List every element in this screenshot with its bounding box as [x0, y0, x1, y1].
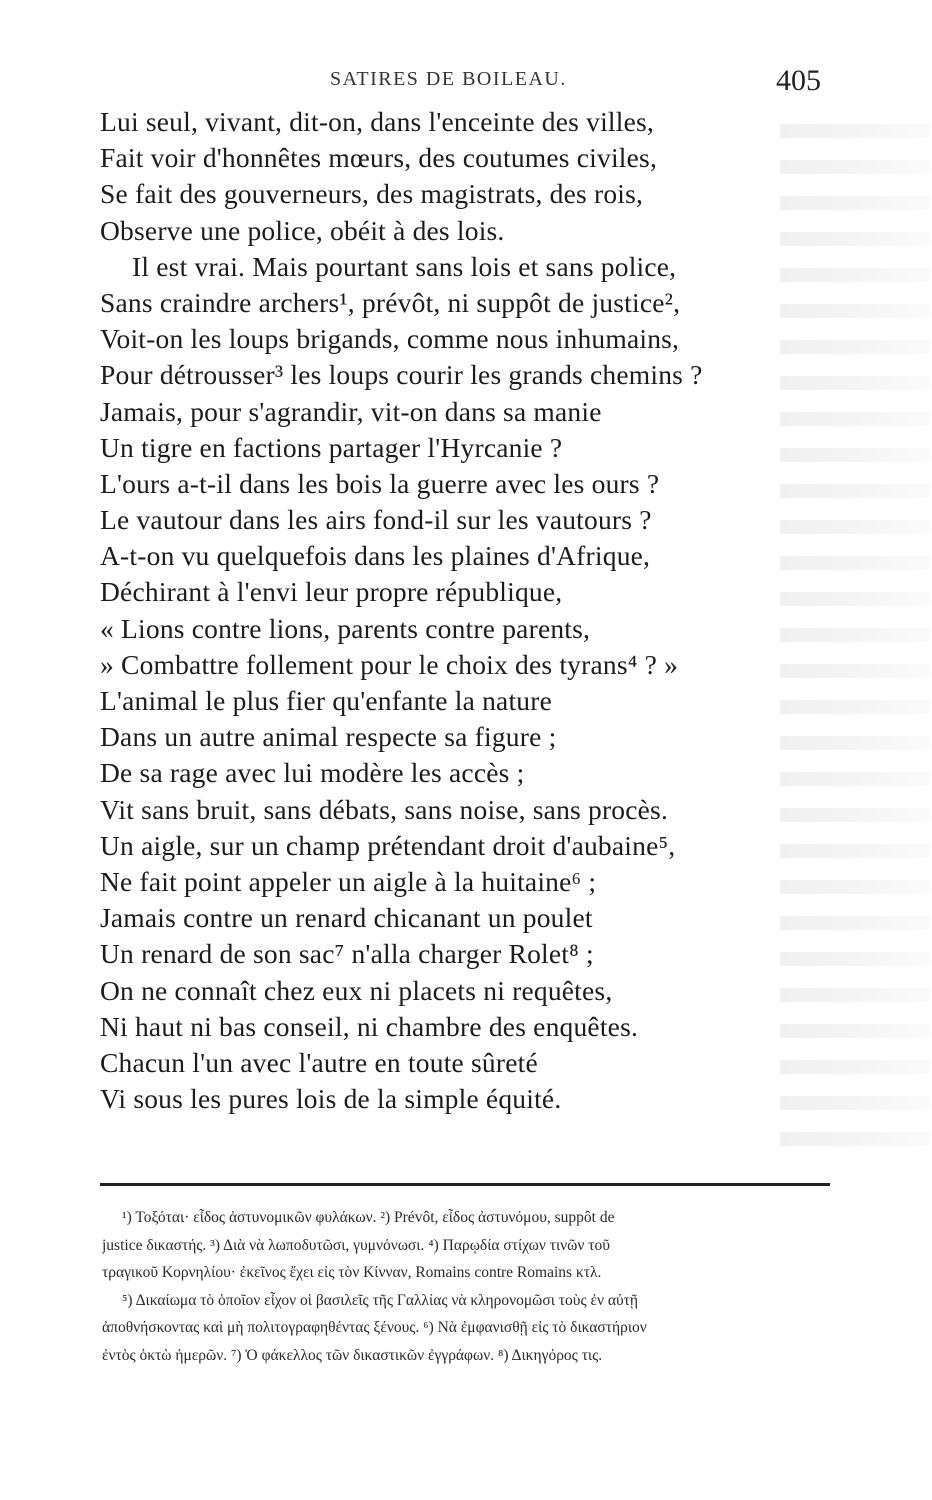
verse-line: Le vautour dans les airs fond-il sur les vautours ?: [100, 504, 652, 536]
verse-line: » Combattre follement pour le choix des tyrans⁴ ? »: [100, 648, 679, 680]
page-header: [0, 64, 932, 98]
verse-line: L'animal le plus fier qu'enfante la nature: [100, 685, 553, 716]
verse-line: Dans un autre animal respecte sa figure ;: [100, 721, 557, 753]
verse-line: Ni haut ni bas conseil, ni chambre des enquêtes.: [100, 1010, 639, 1042]
verse-line: Déchirant à l'envi leur propre république,: [100, 576, 563, 608]
verse-line: Vit sans bruit, sans débats, sans noise, sans procès.: [100, 793, 669, 825]
footnote-line: ἀποθνήσκοντας καὶ μὴ πολιτογραφηθέντας ξένους. ⁶) Νὰ ἐμφανισθῇ εἰς τὸ δικαστήριον: [102, 1319, 647, 1336]
footnote-divider: [100, 1183, 830, 1186]
poem-text: [100, 104, 800, 1117]
verse-line: Chacun l'un avec l'autre en toute sûreté: [100, 1046, 538, 1078]
footnotes: [102, 1204, 828, 1369]
verse-line: A-t-on vu quelquefois dans les plaines d'Afrique,: [100, 540, 651, 572]
verse-line: Un aigle, sur un champ prétendant droit d'aubaine⁵,: [100, 829, 676, 861]
verse-line: On ne connaît chez eux ni placets ni requêtes,: [100, 974, 613, 1006]
verse-line: L'ours a-t-il dans les bois la guerre avec les ours ?: [100, 467, 660, 499]
verse-line: Voit-on les loups brigands, comme nous inhumains,: [100, 323, 680, 355]
verse-line: Fait voir d'honnêtes mœurs, des coutumes civiles,: [100, 142, 658, 174]
page-number: 405: [776, 64, 821, 97]
footnote-line: ἐντὸς ὀκτὼ ἡμερῶν. ⁷) Ὁ φάκελλος τῶν δικαστικῶν ἐγγράφων. ⁸) Δικηγόρος τις.: [102, 1346, 603, 1364]
verse-line: Se fait des gouverneurs, des magistrats, des rois,: [100, 178, 644, 210]
verse-line: De sa rage avec lui modère les accès ;: [100, 757, 525, 789]
footnote-line: ¹) Τοξόται· εἶδος ἀστυνομικῶν φυλάκων. ²) Prévôt, εἶδος ἀστυνόμου, suppôt de: [122, 1209, 615, 1226]
verse-line: Jamais, pour s'agrandir, vit-on dans sa manie: [100, 395, 602, 427]
running-title: SATIRES DE BOILEAU.: [330, 68, 567, 90]
verse-line: Lui seul, vivant, dit-on, dans l'enceinte des villes,: [100, 106, 654, 137]
verse-line: « Lions contre lions, parents contre parents,: [100, 612, 591, 644]
verse-line: Pour détrousser³ les loups courir les grands chemins ?: [100, 359, 703, 391]
verse-line: Jamais contre un renard chicanant un poulet: [100, 902, 593, 934]
verse-line: Observe une police, obéit à des lois.: [100, 214, 505, 246]
verse-line: Un tigre en factions partager l'Hyrcanie ?: [100, 431, 563, 463]
footnote-line: justice δικαστής. ³) Διὰ νὰ λωποδυτῶσι, γυμνόνωσι. ⁴) Παρῳδία στίχων τινῶν τοῦ: [102, 1236, 610, 1254]
footnote-line: ⁵) Δικαίωμα τὸ ὁποῖον εἶχον οἱ βασιλεῖς τῆς Γαλλίας νὰ κληρονομῶσι τοὺς ἐν αὐτῇ: [122, 1291, 638, 1309]
footnote-line: τραγικοῦ Κορνηλίου· ἐκεῖνος ἔχει εἰς τὸν Κίνναν, Romains contre Romains κτλ.: [102, 1264, 602, 1281]
verse-line: Il est vrai. Mais pourtant sans lois et sans police,: [132, 250, 677, 282]
verse-line: Un renard de son sac⁷ n'alla charger Rolet⁸ ;: [100, 938, 594, 970]
verse-line: Vi sous les pures lois de la simple équité.: [100, 1083, 562, 1115]
verse-line: Sans craindre archers¹, prévôt, ni suppôt de justice²,: [100, 286, 681, 318]
verse-line: Ne fait point appeler un aigle à la huitaine⁶ ;: [100, 865, 597, 897]
